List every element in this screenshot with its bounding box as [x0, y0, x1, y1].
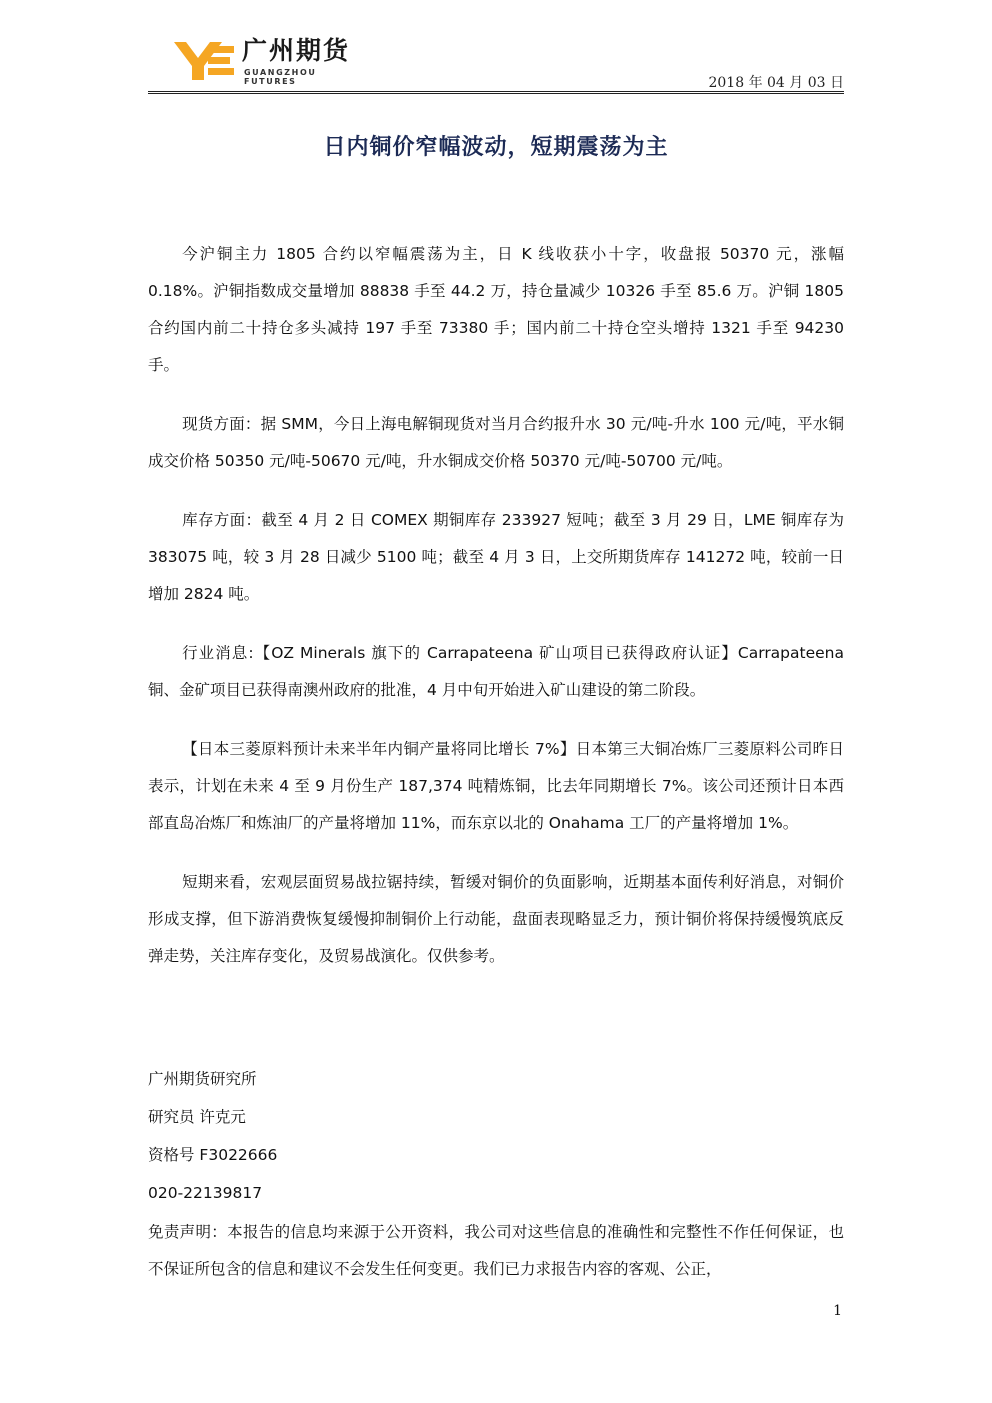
disclaimer: 免责声明：本报告的信息均来源于公开资料，我公司对这些信息的准确性和完整性不作任何保证，也不保证所包含的信息和建议不会发生任何变更。我们已力求报告内容的客观、公正，: [148, 1223, 844, 1278]
paragraph-market: 今沪铜主力 1805 合约以窄幅震荡为主，日 K 线收获小十字，收盘报 50370 元，涨幅 0.18%。沪铜指数成交量增加 88838 手至 44.2 万，持仓量减少 10326 手至 85.6 万。沪铜 1805 合约国内前二十持仓多头减持 197 手至 73380 手；国内前二十持仓空头增持 1321 手至 94230 手。: [148, 245, 844, 374]
company-logo: [172, 36, 372, 84]
page-number: 1: [833, 1303, 842, 1319]
logo-chinese-name: 广州期货: [242, 36, 351, 65]
paragraph-outlook: 短期来看，宏观层面贸易战拉锯持续，暂缓对铜价的负面影响，近期基本面传利好消息，对铜价形成支撑，但下游消费恢复缓慢抑制铜价上行动能，盘面表现略显乏力，预计铜价将保持缓慢筑底反弹走势，关注库存变化，及贸易战演化。仅供参考。: [148, 873, 844, 965]
logo-mark-icon: [172, 38, 236, 82]
paragraph-inventory: 库存方面：截至 4 月 2 日 COMEX 期铜库存 233927 短吨；截至 3 月 29 日，LME 铜库存为 383075 吨，较 3 月 28 日减少 5100 吨；截至 4 月 3 日，上交所期货库存 141272 吨，较前一日增加 2824 吨。: [148, 511, 844, 603]
phone-number: 020-22139817: [148, 1184, 263, 1202]
report-date: 2018 年 04 月 03 日: [708, 75, 844, 91]
researcher-name: 研究员 许克元: [148, 1108, 246, 1126]
signature-block: [148, 1060, 844, 1212]
paragraph-industry-news: 行业消息:【OZ Minerals 旗下的 Carrapateena 矿山项目已获得政府认证】Carrapateena 铜、金矿项目已获得南澳州政府的批准，4 月中旬开始进入矿山建设的第二阶段。: [148, 644, 844, 699]
institute-name: 广州期货研究所: [148, 1070, 257, 1088]
license-number: 资格号 F3022666: [148, 1146, 278, 1164]
logo-english-name: GUANGZHOU FUTURES: [244, 68, 317, 86]
report-body: [148, 236, 844, 997]
paragraph-spot: 现货方面：据 SMM，今日上海电解铜现货对当月合约报升水 30 元/吨-升水 100 元/吨，平水铜成交价格 50350 元/吨-50670 元/吨，升水铜成交价格 50370 元/吨-50700 元/吨。: [148, 415, 844, 470]
header-divider-secondary: [148, 93, 844, 94]
report-title: 日内铜价窄幅波动，短期震荡为主: [323, 135, 669, 160]
header-divider: [148, 91, 844, 92]
paragraph-mitsubishi-news: 【日本三菱原料预计未来半年内铜产量将同比增长 7%】日本第三大铜冶炼厂三菱原料公司昨日表示，计划在未来 4 至 9 月份生产 187,374 吨精炼铜，比去年同期增长 7%。该公司还预计日本西部直岛冶炼厂和炼油厂的产量将增加 11%，而东京以北的 Onahama 工厂的产量将增加 1%。: [148, 740, 844, 832]
